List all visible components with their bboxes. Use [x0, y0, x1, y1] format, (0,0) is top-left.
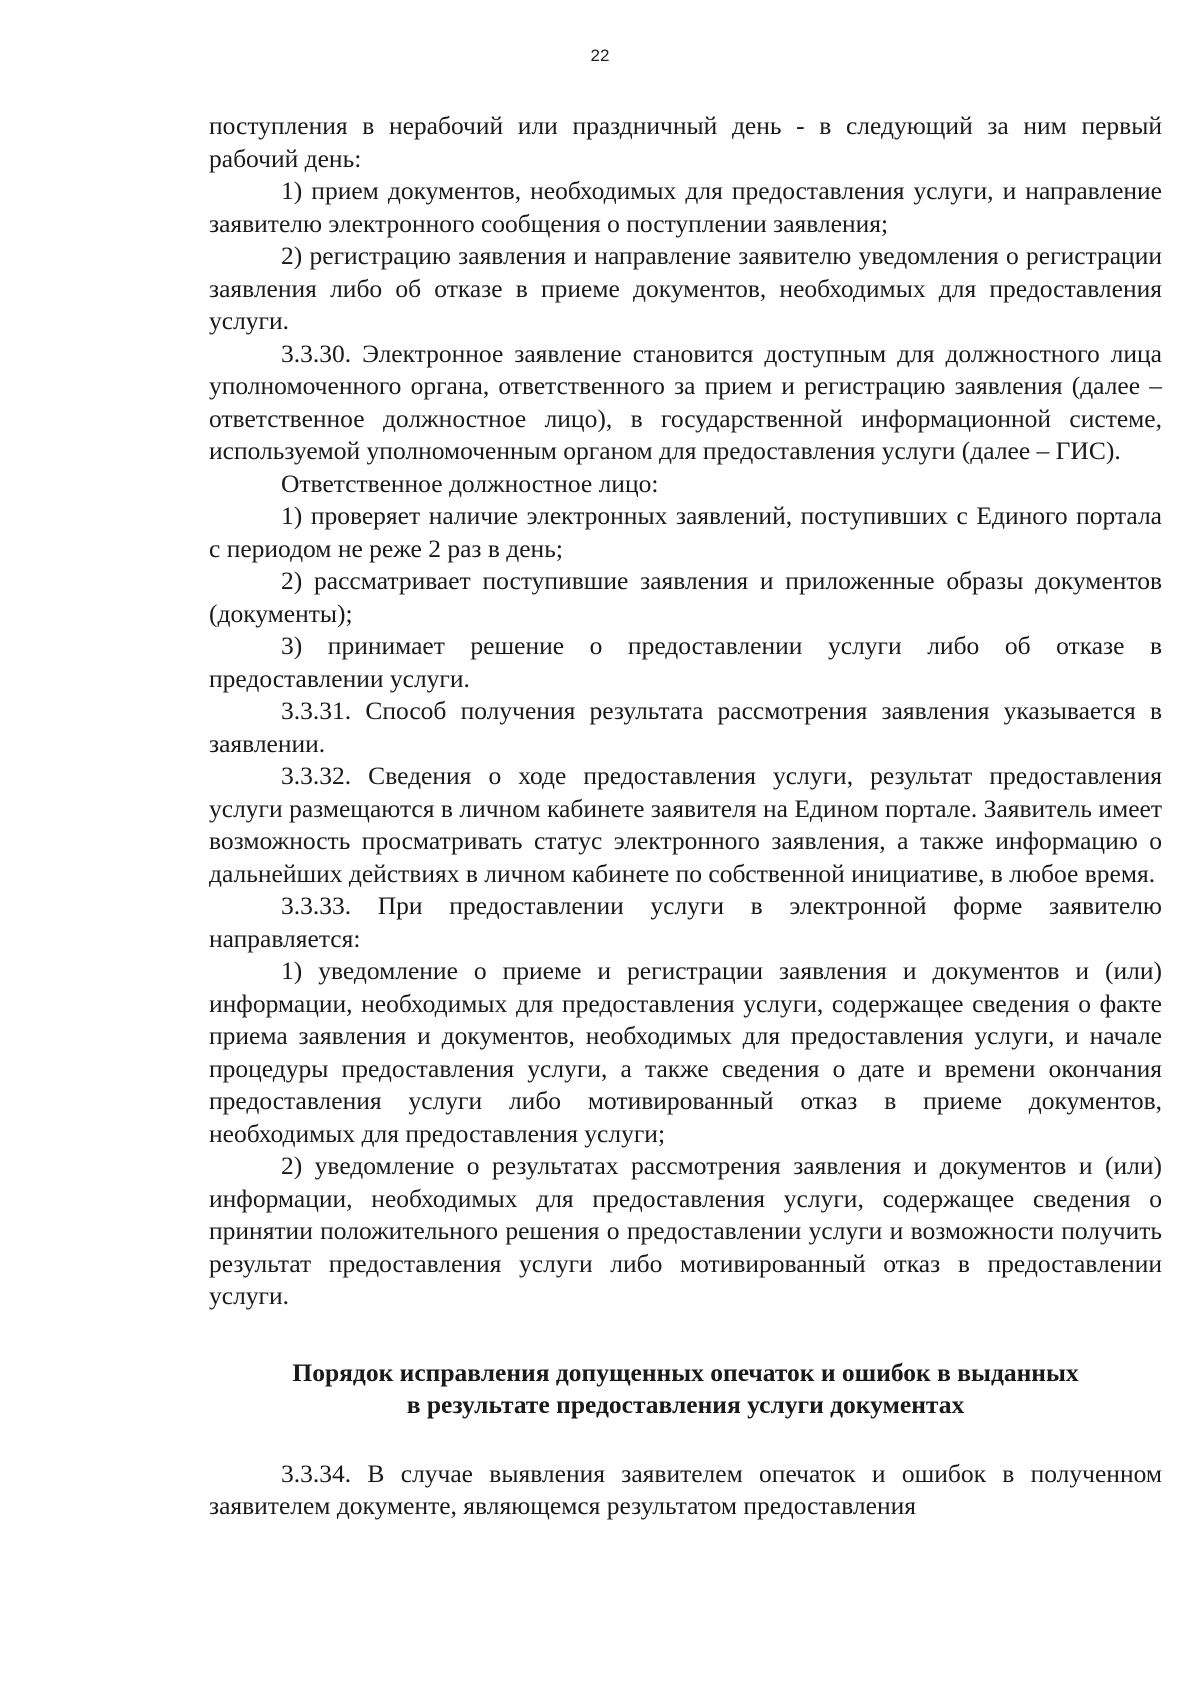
paragraph: Ответственное должностное лицо:	[281, 468, 659, 498]
paragraph: 3.3.30. Электронное заявление становится доступным для должностного лица уполномоченного органа, ответственного за прием и регистрацию заявления (далее – ответственное должностное лицо), в государственной информационной системе, используемой уполномоченным органом для предоставления услуги (далее – ГИС).	[209, 338, 1162, 465]
paragraph: 3.3.32. Сведения о ходе предоставления услуги, результат предоставления услуги размещаются в личном кабинете заявителя на Едином портале. Заявитель имеет возможность просматривать статус электронного заявления, а также информацию о дальнейших действиях в личном кабинете по собственной инициативе, в любое время.	[209, 761, 1162, 888]
paragraph: 2) рассматривает поступившие заявления и приложенные образы документов (документы);	[209, 566, 1162, 628]
paragraphs-bottom	[209, 1458, 1162, 1523]
section-heading-line: Порядок исправления допущенных опечаток и ошибок в выданных	[292, 1357, 1079, 1387]
paragraph: 2) уведомление о результатах рассмотрения заявления и документов и (или) информации, необходимых для предоставления услуги, содержащее сведения о принятии положительного решения о предоставлении услуги и возможности получить результат предоставления услуги либо мотивированный отказ в предоставлении услуги.	[209, 1151, 1162, 1310]
document-body	[209, 110, 1162, 1523]
paragraph: 3.3.34. В случае выявления заявителем опечаток и ошибок в полученном заявителем документе, являющемся результатом предоставления	[209, 1458, 1162, 1520]
page-number: 22	[590, 46, 610, 65]
paragraph: 3.3.31. Способ получения результата рассмотрения заявления указывается в заявлении.	[209, 696, 1162, 758]
section-heading	[209, 1357, 1162, 1422]
paragraph: 3.3.33. При предоставлении услуги в электронной форме заявителю направляется:	[209, 891, 1162, 953]
paragraphs-top	[209, 110, 1162, 1313]
section-heading-line: в результате предоставления услуги документах	[406, 1390, 965, 1419]
paragraph: поступления в нерабочий или праздничный день - в следующий за ним первый рабочий день:	[209, 111, 1162, 173]
paragraph: 2) регистрацию заявления и направление заявителю уведомления о регистрации заявления либо об отказе в приеме документов, необходимых для предоставления услуги.	[209, 241, 1162, 335]
paragraph: 1) проверяет наличие электронных заявлений, поступивших с Единого портала с периодом не реже 2 раз в день;	[209, 501, 1162, 563]
paragraph: 1) прием документов, необходимых для предоставления услуги, и направление заявителю электронного сообщения о поступлении заявления;	[209, 176, 1162, 238]
paragraph: 1) уведомление о приеме и регистрации заявления и документов и (или) информации, необходимых для предоставления услуги, содержащее сведения о факте приема заявления и документов, необходимых для предоставления услуги, и начале процедуры предоставления услуги, а также сведения о дате и времени окончания предоставления услуги либо мотивированный отказ в приеме документов, необходимых для предоставления услуги;	[209, 956, 1162, 1148]
paragraph: 3) принимает решение о предоставлении услуги либо об отказе в предоставлении услуги.	[209, 631, 1162, 693]
